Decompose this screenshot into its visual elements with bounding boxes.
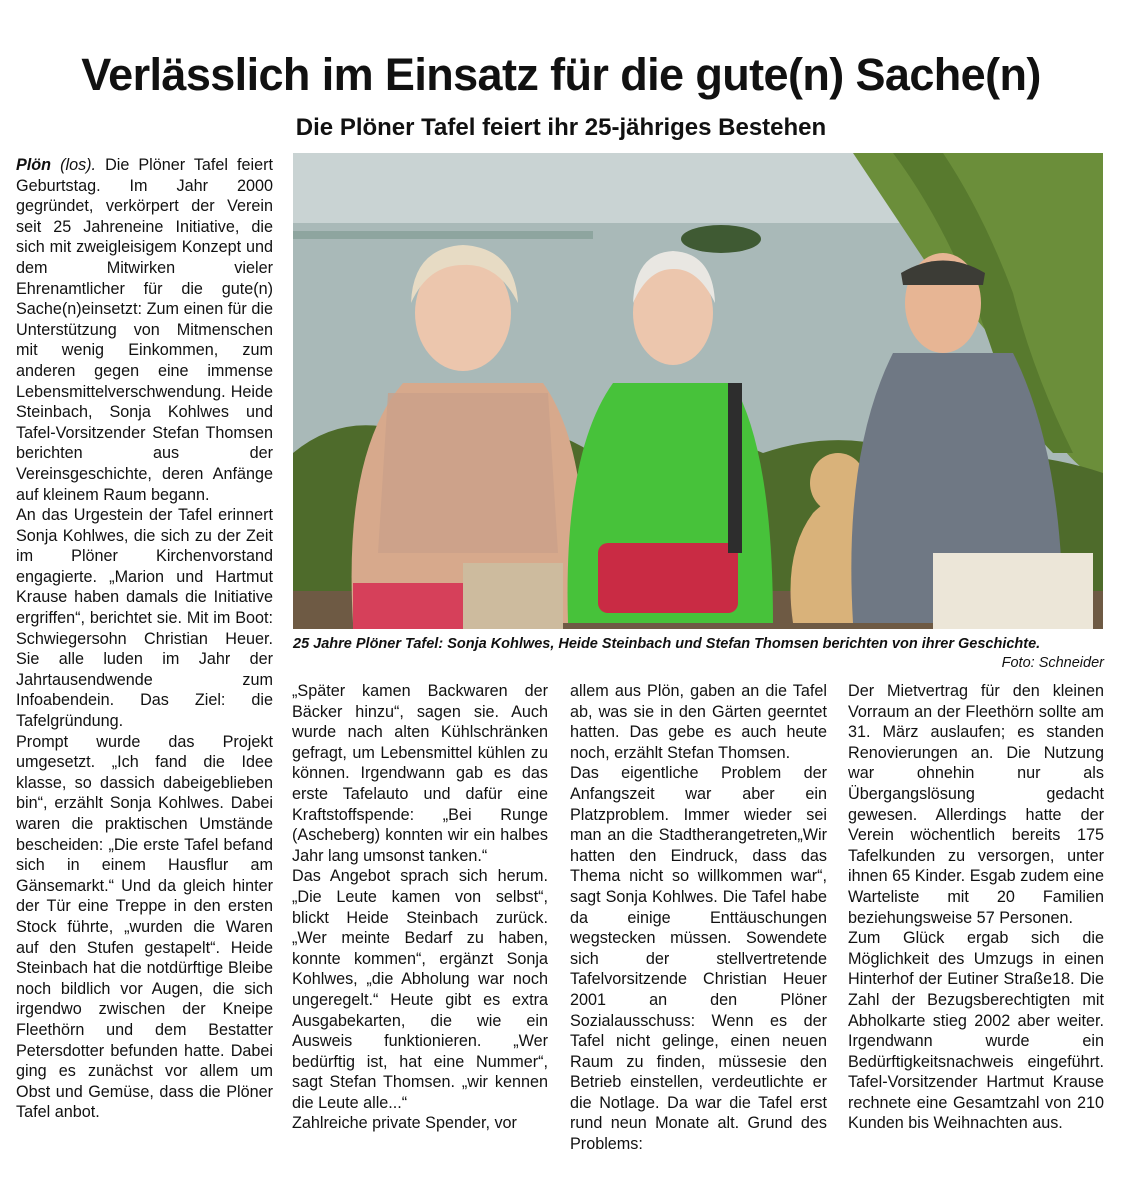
article-paragraph: allem aus Plön, gaben an die Tafel ab, was sie in den Gärten geerntet hatten. Das gebe es auch heute noch, erzählt Stefan Thomsen. — [570, 682, 827, 762]
article-column-3 — [570, 681, 827, 1155]
article-paragraph: An das Urgestein der Tafel erinnert Sonja Kohlwes, die sich zu der Zeit im Plöner Kirchenvorstand engagierte. „Marion und Hartmut Krause haben damals die Initiative ergriffen“, berichtet sie. Mit im Boot: Schwiegersohn Christian Heuer. Sie alle luden im Jahr der Jahrtausendwende zum Infoabendein. Das Ziel: die Tafelgründung. — [16, 506, 273, 731]
article-paragraph: „Später kamen Backwaren der Bäcker hinzu“, sagen sie. Auch wurde nach alten Kühlschränken gefragt, um Lebensmittel kühlen zu können. Irgendwann gab es das erste Tafelauto und dafür eine Kraftstoffspende: „Bei Runge (Ascheberg) konnten wir ein halbes Jahr lang umsonst tanken.“ — [292, 682, 548, 865]
subheadline: Die Plöner Tafel feiert ihr 25-jähriges Bestehen — [295, 114, 827, 141]
article-column-4 — [848, 681, 1104, 1134]
article-paragraph: Der Mietvertrag für den kleinen Vorraum an der Fleethörn sollte am 31. März auslaufen; es standen Renovierungen an. Die Nutzung war ohnehin nur als Übergangslösung gedacht gewesen. Allerdings hatte der Verein wöchentlich bereits 175 Tafelkunden zu versorgen, unter ihnen 65 Kinder. Esgab zudem eine Warteliste mit 20 Familien beziehungsweise 57 Personen. — [848, 682, 1104, 927]
dateline-author: (los). — [60, 156, 97, 174]
headline: Verlässlich im Einsatz für die gute(n) Sache(n) — [81, 49, 1041, 100]
photo-credit: Foto: Schneider — [1001, 655, 1104, 671]
dateline-place: Plön — [16, 156, 52, 174]
article-paragraph: Zum Glück ergab sich die Möglichkeit des Umzugs in einen Hinterhof der Eutiner Straße18. Die Zahl der Bezugsberechtigten mit Abholkarte stieg 2002 aber weiter. Irgendwann wurde ein Bedürftigkeitsnachweis eingeführt. Tafel-Vorsitzender Hartmut Krause rechnete eine Gesamtzahl von 210 Kunden bis Weihnachten aus. — [848, 929, 1104, 1133]
article-photo — [293, 153, 1103, 629]
article-paragraph: Zahlreiche private Spender, vor — [292, 1114, 517, 1133]
article-paragraph — [16, 155, 273, 505]
article-column-1 — [16, 155, 273, 1123]
article-paragraph: Das Angebot sprach sich herum. „Die Leute kamen von selbst“, blickt Heide Steinbach zurück. „Wer meinte Bedarf zu haben, konnte kommen“, ergänzt Sonja Kohlwes, „die Abholung war noch ungeregelt.“ Heute gibt es extra Ausgabekarten, die wie ein Ausweis funktionieren. „Wer bedürftig ist, hat eine Nummer“, sagt Stefan Thomsen. „wir kennen die Leute alle...“ — [292, 867, 548, 1112]
article-paragraph: Das eigentliche Problem der Anfangszeit war aber ein Platzproblem. Immer wieder sei man an die Stadtherangetreten„Wir hatten den Eindruck, dass das Thema nicht so willkommen war“, sagt Sonja Kohlwes. Die Tafel habe da einige Enttäuschungen wegstecken müssen. Sowendete sich der stellvertretende Tafelvorsitzende Christian Heuer 2001 an den Plöner Sozialausschuss: Wenn es der Tafel nicht gelinge, einen neuen Raum zu finden, müssesie den Betrieb einstellen, verdeutlichte er die Notlage. Da war die Tafel erst rund neun Monate alt. Grund des Problems: — [570, 764, 827, 1154]
island — [681, 225, 761, 253]
photo-caption: 25 Jahre Plöner Tafel: Sonja Kohlwes, Heide Steinbach und Stefan Thomsen berichten von ihrer Geschichte. — [293, 636, 1041, 652]
article-column-2 — [292, 681, 548, 1134]
article-paragraph: Prompt wurde das Projekt umgesetzt. „Ich fand die Idee klasse, so dassich dabeigeblieben bin“, erzählt Sonja Kohlwes. Dabei waren die praktischen Umstände bescheiden: „Die erste Tafel befand sich in einem Hausflur am Gänsemarkt.“ Und da gleich hinter der Tür eine Treppe in den ersten Stock führte, „wurden die Waren auf den Stufen gestapelt“. Heide Steinbach hat die notdürftige Bleibe noch bildlich vor Augen, die sich irgendwo zwischen der Kneipe Fleethörn und dem Bestatter Petersdotter befunden hatte. Dabei ging es zunächst vor allem um Obst und Gemüse, dass die Plöner Tafel anbot. — [16, 732, 273, 1122]
paragraph-text: Die Plöner Tafel feiert Geburtstag. Im Jahr 2000 gegründet, verkörpert der Verein seit 25 Jahreneine Initiative, die sich mit zweigleisigem Konzept und dem Mitwirken vieler Ehrenamtlicher für die gute(n) Sache(n)einsetzt: Zum einen für die Unterstützung von Mitmenschen mit wenig Einkommen, zum anderen gegen eine immense Lebensmittelverschwendung. Heide Steinbach, Sonja Kohlwes und Tafel-Vorsitzender Stefan Thomsen berichten aus der Vereinsgeschichte, deren Anfänge auf kleinem Raum begann. — [16, 156, 274, 504]
